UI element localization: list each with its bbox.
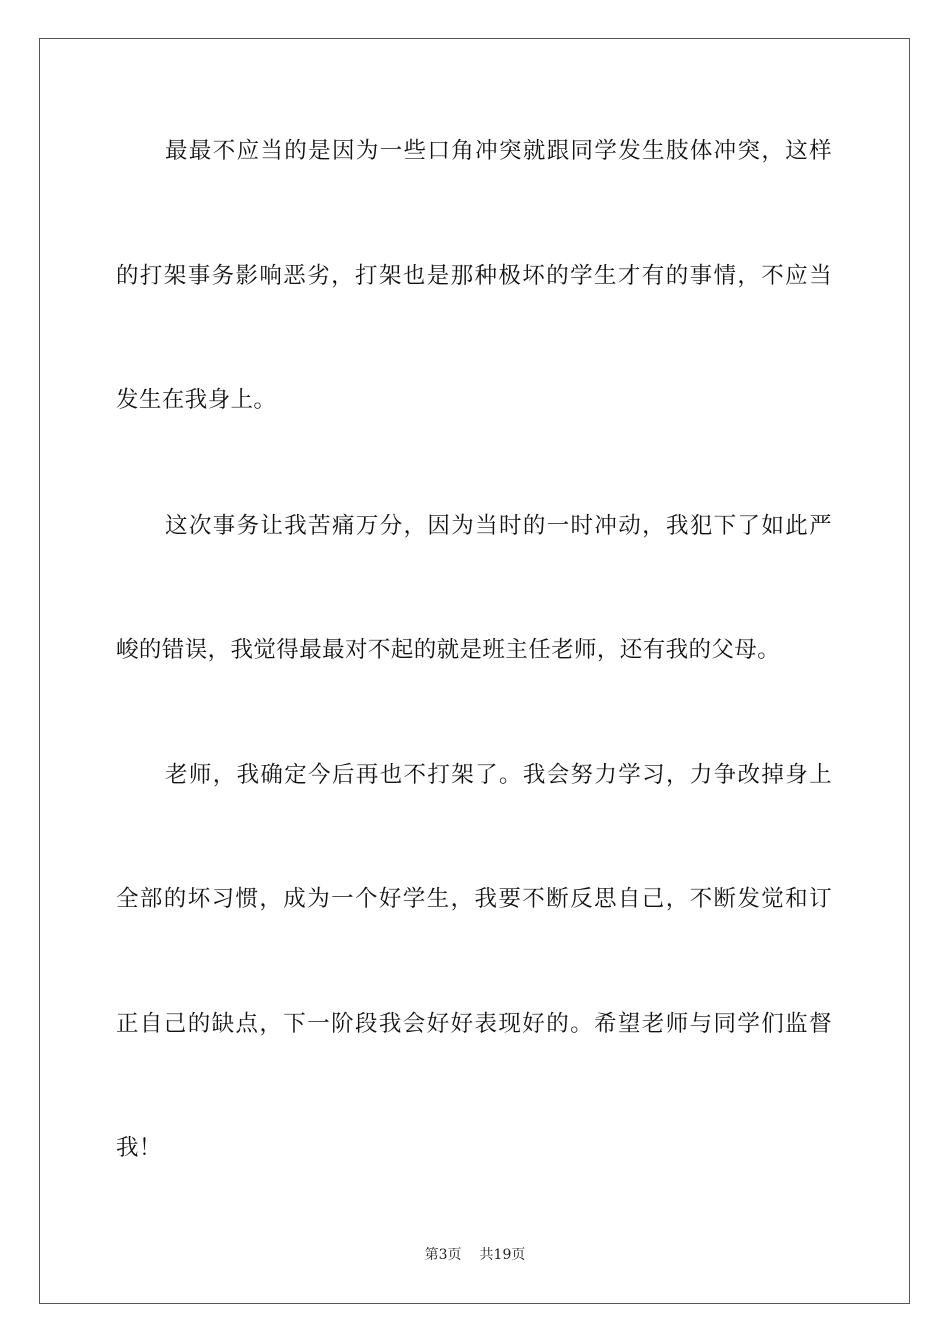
paragraph-2-line-2: 峻的错误，我觉得最最对不起的就是班主任老师，还有我的父母。 bbox=[116, 637, 781, 663]
paragraph-2-line-1: 这次事务让我苦痛万分，因为当时的一时冲动，我犯下了如此严 bbox=[165, 513, 832, 539]
paragraph-3-line-3: 正自己的缺点，下一阶段我会好好表现好的。希望老师与同学们监督 bbox=[116, 1011, 832, 1037]
page-number: 第3页 bbox=[424, 1247, 462, 1263]
paragraph-3-line-4: 我！ bbox=[116, 1135, 162, 1161]
page-frame bbox=[39, 38, 910, 1304]
paragraph-3-line-1: 老师，我确定今后再也不打架了。我会努力学习，力争改掉身上 bbox=[165, 762, 832, 788]
paragraph-1-line-2: 的打架事务影响恶劣，打架也是那种极坏的学生才有的事情，不应当 bbox=[116, 263, 832, 289]
paragraph-1-line-1: 最最不应当的是因为一些口角冲突就跟同学发生肢体冲突，这样 bbox=[165, 138, 832, 164]
paragraph-1-line-3: 发生在我身上。 bbox=[116, 387, 277, 413]
page-footer bbox=[0, 1246, 950, 1264]
paragraph-3-line-2: 全部的坏习惯，成为一个好学生，我要不断反思自己，不断发觉和订 bbox=[116, 886, 832, 912]
page-total: 共19页 bbox=[479, 1247, 526, 1263]
